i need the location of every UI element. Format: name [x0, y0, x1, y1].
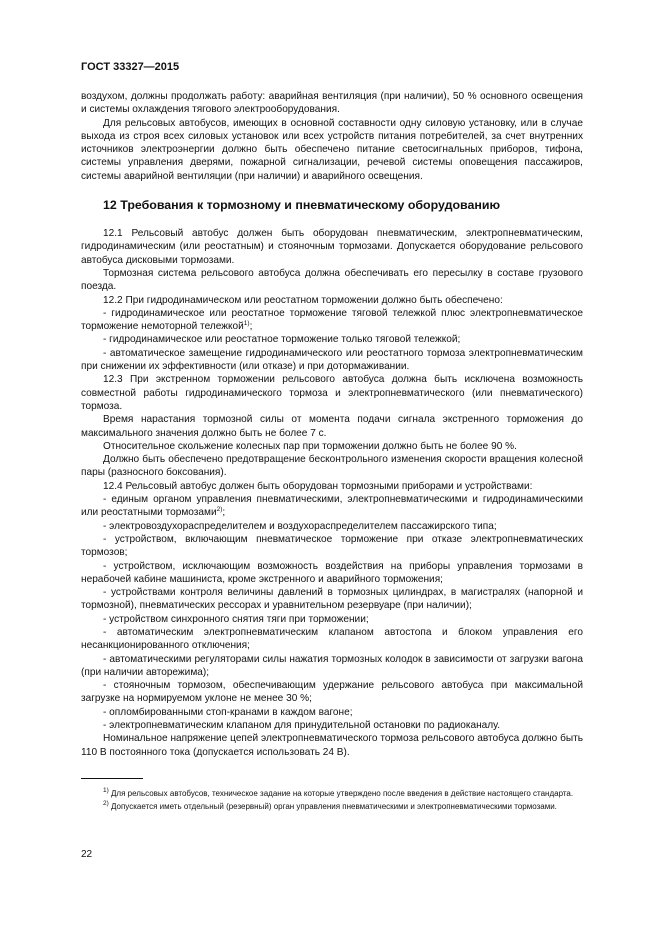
list-item: [81, 493, 583, 520]
footnote-divider: [81, 778, 143, 779]
list-item-text: - гидродинамическое или реостатное торможение тяговой тележкой плюс электропневматическое торможение немоторной тележкой: [81, 307, 583, 333]
paragraph: Для рельсовых автобусов, имеющих в основной составности одну силовую установку, или в случае выхода из строя всех силовых установок или всех устройств питания потребителей, за счет внутренних источников электроэнергии должно быть обеспечено питание светосигнальных приборов, тифона, системы управления дверями, пожарной сигнализации, речевой системы оповещения пассажиров, системы аварийной вентиляции (при наличии) и аварийного освещения.: [81, 117, 583, 182]
footnote: [81, 788, 583, 799]
paragraph: Тормозная система рельсового автобуса должна обеспечивать его пересылку в составе грузового поезда.: [81, 267, 583, 293]
list-item-text: - единым органом управления пневматическими, электропневматическими и гидродинамическими или реостатными тормозами: [81, 494, 583, 519]
punctuation: ;: [222, 507, 226, 519]
list-item: - устройством, исключающим возможность воздействия на приборы управления тормозами в нерабочей кабине машиниста, кроме экстренного и аварийного торможения;: [81, 560, 583, 585]
footnote-ref[interactable]: 2): [216, 506, 223, 514]
section-title: 12 Требования к тормозному и пневматическому оборудованию: [103, 198, 501, 213]
paragraph: Время нарастания тормозной силы от момента подачи сигнала экстренного торможения до максимального значения должно быть не более 7 с.: [81, 414, 583, 439]
list-item: - устройством синхронного снятия тяги при торможении;: [103, 613, 369, 625]
footnote-mark: 2): [103, 800, 109, 807]
footnote-mark: 1): [103, 787, 109, 794]
main-content: [81, 90, 583, 759]
page-number: 22: [81, 849, 93, 860]
list-item: - стояночным тормозом, обеспечивающим удержание рельсового автобуса при максимальной загрузке на нормируемом уклоне не менее 30 %;: [81, 680, 583, 705]
list-item: - автоматическими регуляторами силы нажатия тормозных колодок в зависимости от загрузки вагона (при наличии авторежима);: [81, 653, 583, 678]
list-item: - устройством, включающим пневматическое торможение при отказе электропневматических тормозов;: [81, 533, 583, 559]
footnotes: [81, 788, 583, 814]
list-item: - электропневматическим клапаном для принудительной остановки по радиоканалу.: [103, 720, 500, 732]
list-item: [81, 307, 583, 334]
doc-header: ГОСТ 33327—2015: [81, 61, 180, 73]
paragraph: Номинальное напряжение цепей электропневматического тормоза рельсового автобуса должно быть 110 В постоянного тока (допускается использовать 24 В).: [81, 733, 583, 758]
list-item: - устройствами контроля величины давлений в тормозных цилиндрах, в магистралях (напорной и тормозной), пневматических рессорах и уравнительном резервуаре (при наличии);: [81, 587, 583, 612]
list-item: - гидродинамическое или реостатное торможение только тяговой тележкой;: [103, 334, 461, 346]
paragraph: Должно быть обеспечено предотвращение бесконтрольного изменения скорости вращения колесной пары (разносного боксования).: [81, 454, 583, 479]
list-item: - автоматическим электропневматическим клапаном автостопа и блоком управления его несанкционированного отключения;: [81, 626, 583, 652]
paragraph: 12.3 При экстренном торможении рельсового автобуса должна быть исключена возможность совместной работы гидродинамического тормоза и электропневматического (или пневматического) тормоза.: [81, 374, 583, 412]
paragraph: 12.1 Рельсовый автобус должен быть оборудован пневматическим, электропневматическим, гидродинамическим (или реостатным) и стояночным тормозами. Допускается оборудование рельсового автобуса дисковыми тормозами.: [81, 228, 583, 266]
paragraph: Относительное скольжение колесных пар при торможении должно быть не более 90 %.: [103, 440, 517, 452]
paragraph: 12.2 При гидродинамическом или реостатном торможении должно быть обеспечено:: [103, 294, 503, 306]
list-item: - опломбированными стоп-кранами в каждом вагоне;: [103, 706, 353, 718]
footnote-ref[interactable]: 1): [243, 320, 250, 328]
paragraph: воздухом, должны продолжать работу: аварийная вентиляция (при наличии), 50 % основного освещения и системы охлаждения тягового электрооборудования.: [81, 91, 583, 116]
footnote-text: Для рельсовых автобусов, техническое задание на которые утверждено после введения в действие настоящего стандарта.: [108, 789, 574, 798]
paragraph: 12.4 Рельсовый автобус должен быть оборудован тормозными приборами и устройствами:: [103, 480, 533, 492]
punctuation: ;: [249, 321, 253, 333]
list-item: - электровоздухораспределителем и воздухораспределителем пассажирского типа;: [103, 520, 497, 532]
footnote-text: Допускается иметь отдельный (резервный) орган управления пневматическими и электропневматическими тормозами.: [108, 802, 557, 811]
footnote: [81, 801, 583, 812]
list-item: - автоматическое замещение гидродинамического или реостатного тормоза электропневматическим при снижении их эффективности (или отказе) и при дотормаживании.: [81, 347, 583, 373]
